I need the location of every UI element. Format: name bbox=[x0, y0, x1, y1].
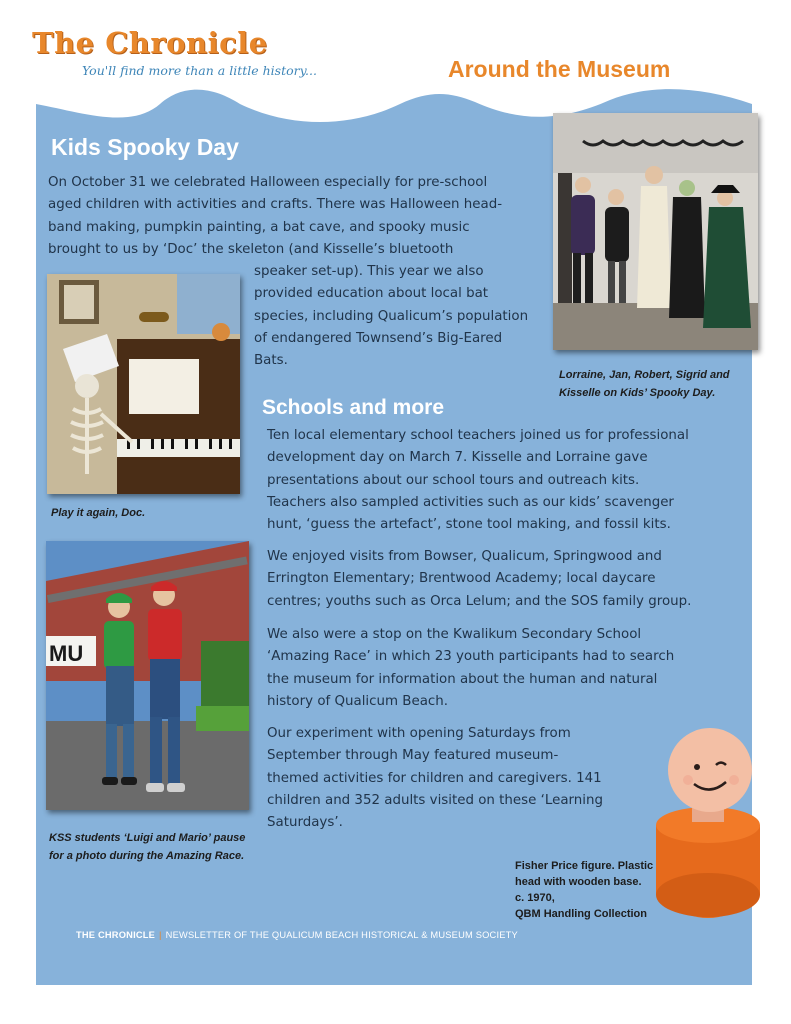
caption-line: head with wooden base. bbox=[515, 876, 642, 888]
group-photo bbox=[553, 113, 758, 350]
caption-line: QBM Handling Collection bbox=[515, 908, 647, 920]
caption-line: Kisselle on Kids’ Spooky Day. bbox=[559, 387, 716, 399]
text-line: development day on March 7. Kisselle and Lorraine gave bbox=[267, 450, 648, 466]
section-header: Around the Museum bbox=[448, 56, 671, 82]
text-line: Ten local elementary school teachers joined us for professional bbox=[267, 428, 689, 443]
caption-line: KSS students ‘Luigi and Mario’ pause bbox=[49, 832, 246, 844]
caption-line: c. 1970, bbox=[515, 892, 555, 904]
footer-title: THE CHRONICLE bbox=[76, 930, 156, 940]
schools-paragraph-3 bbox=[267, 624, 737, 713]
schools-paragraph-1 bbox=[267, 425, 737, 536]
text-line: Saturdays’. bbox=[267, 815, 343, 831]
text-line: species, including Qualicum’s population bbox=[254, 308, 529, 324]
schools-paragraph-2 bbox=[267, 546, 737, 613]
text-line: aged children with activities and crafts. There was Halloween head- bbox=[48, 197, 503, 213]
text-line: presentations about our school tours and outreach kits. bbox=[267, 472, 640, 488]
masthead-tagline: You'll find more than a little history... bbox=[82, 63, 317, 78]
kids-spooky-day-intro bbox=[48, 172, 548, 261]
fisher-price-caption bbox=[515, 858, 653, 922]
text-line: children and 352 adults visited on these ‘Learning bbox=[267, 792, 604, 808]
text-line: band making, pumpkin painting, a bat cave, and spooky music bbox=[48, 219, 470, 235]
students-photo bbox=[46, 541, 249, 810]
footer-text: NEWSLETTER OF THE QUALICUM BEACH HISTORICAL & MUSEUM SOCIETY bbox=[165, 930, 518, 940]
text-line: hunt, ‘guess the artefact’, stone tool making, and fossil kits. bbox=[267, 517, 671, 533]
text-line: ‘Amazing Race’ in which 23 youth participants had to search bbox=[267, 649, 675, 665]
text-line: Bats. bbox=[254, 353, 288, 369]
banner-text: MU bbox=[49, 641, 84, 666]
masthead-title: The Chronicle bbox=[32, 26, 268, 60]
schools-heading: Schools and more bbox=[262, 396, 445, 419]
piano-photo-caption: Play it again, Doc. bbox=[51, 507, 146, 519]
text-line: history of Qualicum Beach. bbox=[267, 693, 449, 709]
caption-line: Fisher Price figure. Plastic bbox=[515, 860, 654, 872]
text-line: of endangered Townsend’s Big-Eared bbox=[254, 330, 503, 346]
footer bbox=[76, 930, 518, 940]
text-line: centres; youths such as Orca Lelum; and the SOS family group. bbox=[267, 593, 692, 609]
text-line: September through May featured museum- bbox=[267, 748, 559, 764]
text-line: themed activities for children and caregivers. 141 bbox=[267, 770, 602, 786]
text-line: Teachers also sampled activities such as our kids’ scavenger bbox=[267, 494, 674, 510]
text-line: Our experiment with opening Saturdays from bbox=[267, 726, 571, 741]
schools-paragraph-4 bbox=[267, 723, 647, 834]
kids-spooky-day-heading: Kids Spooky Day bbox=[51, 134, 239, 160]
text-line: We enjoyed visits from Bowser, Qualicum, Springwood and bbox=[267, 549, 662, 564]
text-line: speaker set-up). This year we also bbox=[254, 264, 484, 279]
group-photo-caption bbox=[559, 366, 730, 402]
text-line: Errington Elementary; Brentwood Academy; local daycare bbox=[267, 571, 656, 587]
footer-separator: | bbox=[159, 930, 162, 940]
students-photo-caption bbox=[49, 829, 245, 865]
fisher-price-figure-image bbox=[652, 720, 764, 924]
caption-line: Lorraine, Jan, Robert, Sigrid and bbox=[559, 369, 730, 381]
text-line: the museum for information about the human and natural bbox=[267, 671, 658, 687]
caption-line: for a photo during the Amazing Race. bbox=[49, 850, 245, 862]
text-line: provided education about local bat bbox=[254, 286, 489, 302]
kids-spooky-day-wrapped bbox=[254, 261, 544, 372]
piano-skeleton-photo bbox=[47, 274, 240, 494]
text-line: On October 31 we celebrated Halloween especially for pre-school bbox=[48, 175, 488, 190]
text-line: brought to us by ‘Doc’ the skeleton (and Kisselle’s bluetooth bbox=[48, 241, 454, 257]
text-line: We also were a stop on the Kwalikum Secondary School bbox=[267, 627, 642, 642]
